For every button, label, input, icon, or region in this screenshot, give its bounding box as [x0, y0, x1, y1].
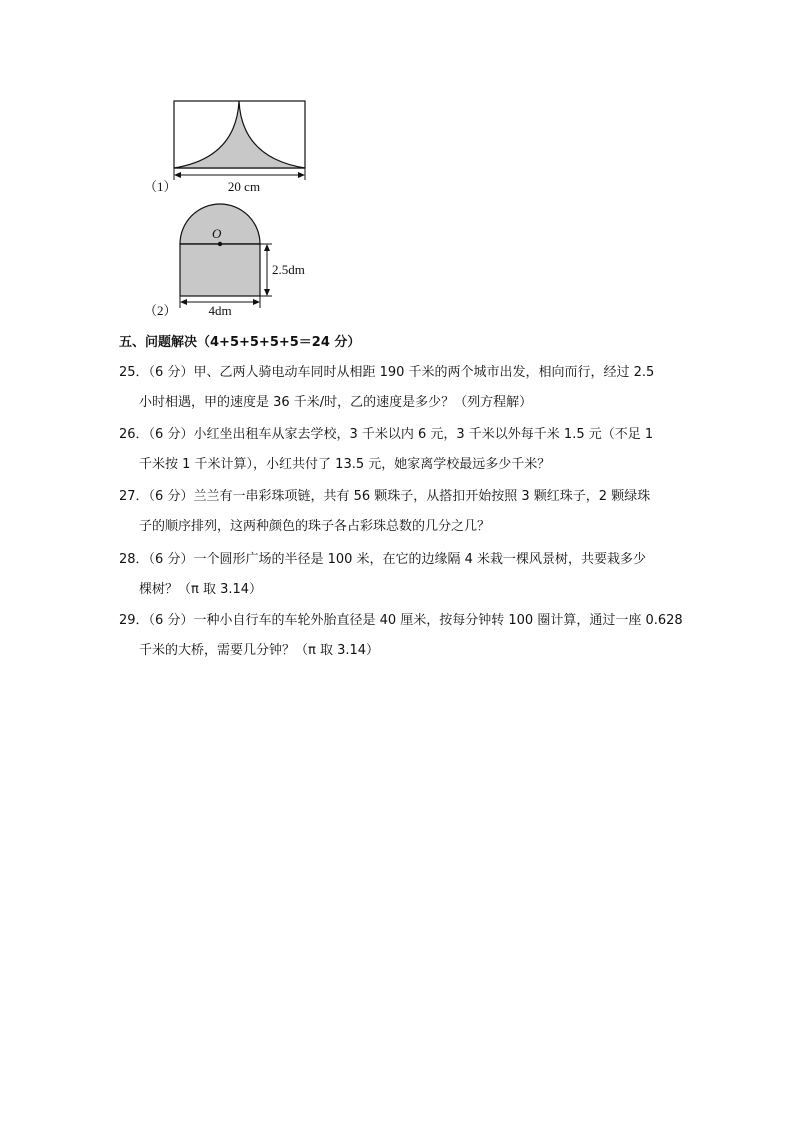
question-29 [119, 606, 684, 666]
figure-2-rectangle [180, 244, 260, 296]
figure-1-arrow-right [298, 172, 305, 178]
figure-1-arrow-left [174, 172, 181, 178]
figure-2-center-point [218, 242, 222, 246]
figure-2-number: （2） [144, 303, 177, 318]
question-26-line-1: 26．（6 分）小红坐出租车从家去学校，3 千米以内 6 元，3 千米以外每千米 1.5 元（不足 1 [119, 427, 654, 442]
figure-1 [140, 96, 320, 198]
question-29-line-1: 29．（6 分）一种小自行车的车轮外胎直径是 40 厘米，按每分钟转 100 圈计算，通过一座 0.628 [119, 613, 683, 628]
figure-2-arrow-right [253, 299, 260, 305]
figure-2-arrow-up [264, 244, 270, 251]
question-25-line-1: 25．（6 分）甲、乙两人骑电动车同时从相距 190 千米的两个城市出发，相向而行，经过 2.5 [119, 365, 655, 380]
figure-1-dimension-label: 20 cm [227, 179, 261, 194]
question-28 [119, 545, 684, 605]
figure-1-number: （1） [144, 179, 177, 194]
figure-1-shaded-region [174, 101, 305, 168]
question-28-line-1: 28．（6 分）一个圆形广场的半径是 100 米，在它的边缘隔 4 米栽一棵风景树，共要栽多少 [119, 552, 647, 567]
question-27 [119, 482, 684, 542]
figure-2-arrow-down [264, 289, 270, 296]
question-25-line-2: 小时相遇，甲的速度是 36 千米/时，乙的速度是多少？（列方程解） [139, 395, 533, 410]
figure-2-arrow-left [180, 299, 187, 305]
question-25 [119, 358, 684, 418]
figure-2-drawing [140, 200, 330, 320]
question-27-line-2: 子的顺序排列，这两种颜色的珠子各占彩珠总数的几分之几？ [139, 519, 491, 534]
question-26 [119, 420, 684, 480]
question-27-line-1: 27．（6 分）兰兰有一串彩珠项链，共有 56 颗珠子，从搭扣开始按照 3 颗红珠子，2 颗绿珠 [119, 489, 651, 504]
figure-2-width-label: 4dm [208, 303, 232, 318]
section-title: 五、问题解决（4+5+5+5+5＝24 分） [119, 335, 361, 350]
figure-2-center-label: O [212, 226, 222, 241]
question-28-line-2: 棵树？（π 取 3.14） [139, 582, 263, 597]
figure-2-height-label: 2.5dm [272, 262, 305, 277]
figure-2 [140, 200, 330, 320]
question-26-line-2: 千米按 1 千米计算），小红共付了 13.5 元，她家离学校最远多少千米？ [139, 457, 551, 472]
question-29-line-2: 千米的大桥，需要几分钟？（π 取 3.14） [139, 643, 380, 658]
figure-1-drawing [140, 96, 320, 198]
